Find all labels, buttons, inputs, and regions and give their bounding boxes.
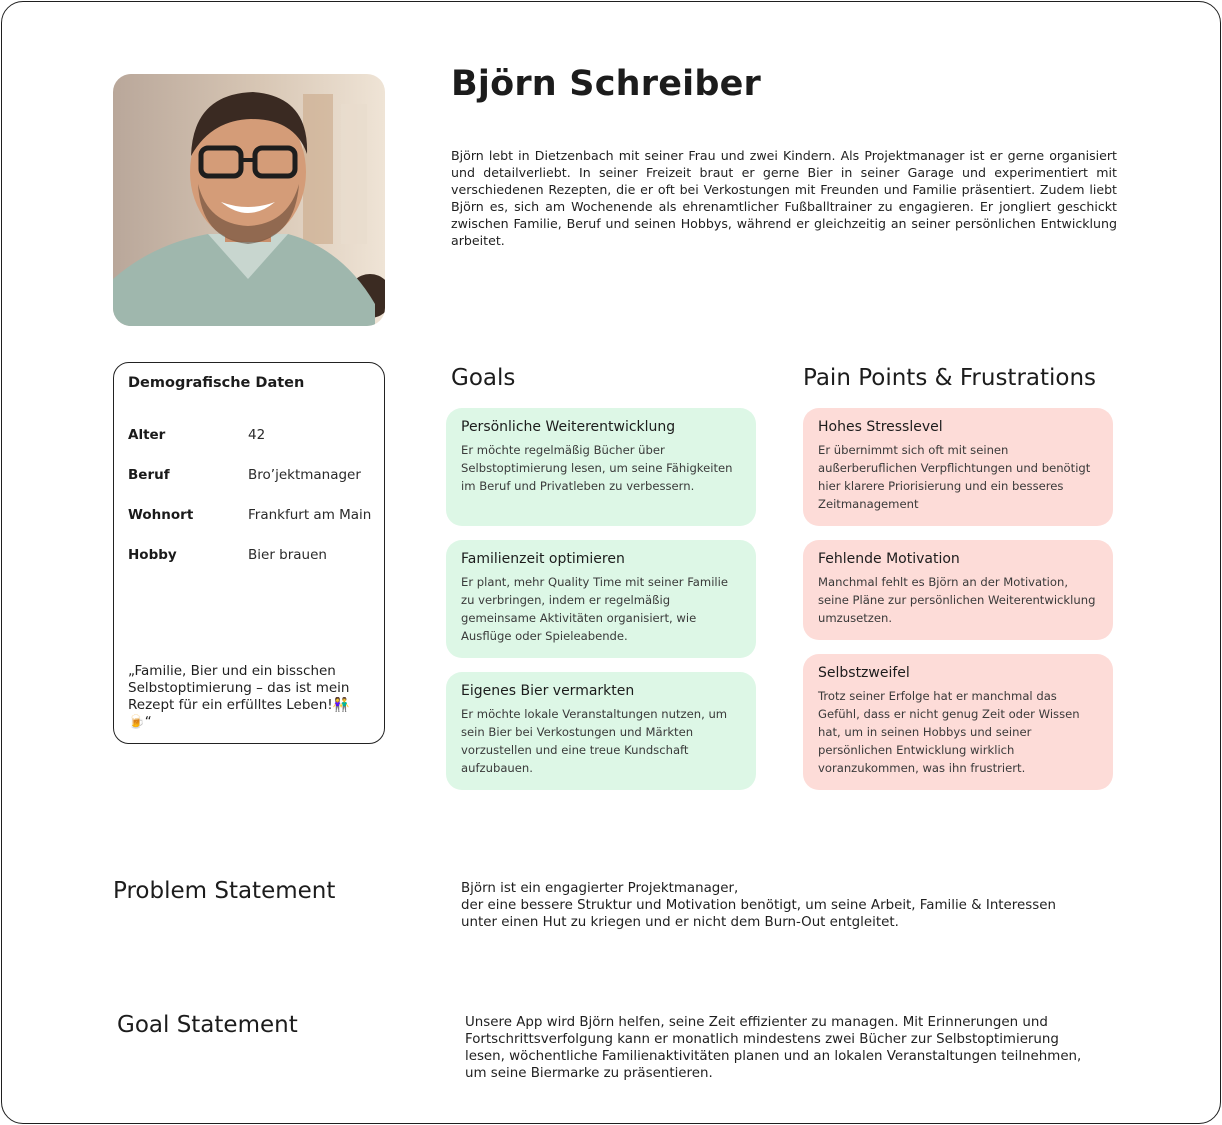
pain-point-card-text: Er übernimmt sich oft mit seinen außerberuflichen Verpflichtungen und benötigt hier klarere Priorisierung und ein besseres Zeitmanagement (818, 443, 1091, 511)
goal-statement-line: Fortschrittsverfolgung kann er monatlich mindestens zwei Bücher zur Selbstoptimierung (465, 1032, 1059, 1047)
goal-card-title: Eigenes Bier vermarkten (461, 683, 635, 699)
goal-card-title: Familienzeit optimieren (461, 551, 625, 567)
goal-card-text: Er möchte regelmäßig Bücher über Selbstoptimierung lesen, um seine Fähigkeiten im Beruf und Privatleben zu verbessern. (461, 443, 733, 493)
demographics-label: Alter (128, 427, 166, 443)
goal-card-title: Persönliche Weiterentwicklung (461, 419, 676, 435)
pain-points-heading: Pain Points & Frustrations (803, 365, 1097, 391)
demographics-label: Wohnort (128, 507, 194, 523)
persona-quote: „Familie, Bier und ein bisschen Selbstoptimierung – das ist mein Rezept für ein erfülltes Leben!👫🍺“ (128, 663, 350, 730)
persona-bio: Björn lebt in Dietzenbach mit seiner Frau und zwei Kindern. Als Projektmanager ist er gerne organisiert und detailverliebt. In seiner Freizeit braut er gerne Bier in seiner Garage und experimentiert mit verschiedenen Rezepten, die er oft bei Verkostungen mit Freunden und Familie präsentiert. Zudem liebt Björn es, sich am Wochenende als ehrenamtlicher Fußballtrainer zu engagieren. Er jongliert geschickt zwischen Familie, Beruf und seinen Hobbys, während er gleichzeitig an seiner persönlichen Entwicklung arbeitet. (451, 148, 1117, 248)
problem-statement-line: der eine bessere Struktur und Motivation benötigt, um seine Arbeit, Familie & Interessen (461, 898, 1056, 913)
demographics-card (113, 362, 385, 744)
goal-statement-text (465, 1014, 1081, 1082)
demographics-value: 42 (248, 427, 266, 443)
goal-card (446, 672, 756, 790)
goal-statement-line: Unsere App wird Björn helfen, seine Zeit effizienter zu managen. Mit Erinnerungen und (465, 1015, 1048, 1030)
pain-point-card-title: Hohes Stresslevel (818, 419, 943, 435)
goal-card (446, 408, 756, 526)
pain-point-card (803, 654, 1113, 790)
persona-name: Björn Schreiber (451, 64, 762, 104)
pain-point-card-title: Fehlende Motivation (818, 551, 960, 567)
pain-point-card (803, 540, 1113, 640)
pain-point-card-text: Trotz seiner Erfolge hat er manchmal das Gefühl, dass er nicht genug Zeit oder Wissen hat, um in seinen Hobbys und seiner persönlichen Entwicklung wirklich voranzukommen, was ihn frustriert. (818, 689, 1080, 775)
goal-card (446, 540, 756, 658)
problem-statement-text (461, 880, 1056, 931)
profile-photo (113, 74, 385, 326)
goals-heading: Goals (451, 365, 516, 391)
problem-statement-heading: Problem Statement (113, 878, 336, 904)
demographics-label: Hobby (128, 547, 177, 563)
goal-card-text: Er möchte lokale Veranstaltungen nutzen, um sein Bier bei Verkostungen und Märkten vorzustellen und eine treue Kundschaft aufzubauen. (461, 707, 728, 775)
problem-statement-line: unter einen Hut zu kriegen und er nicht dem Burn-Out entgleitet. (461, 915, 899, 930)
demographics-title: Demografische Daten (128, 375, 305, 391)
goal-statement-line: lesen, wöchentliche Familienaktivitäten planen und an lokalen Veranstaltungen teilnehmen, (465, 1049, 1082, 1064)
pain-point-card-text: Manchmal fehlt es Björn an der Motivation, seine Pläne zur persönlichen Weiterentwicklung umzusetzen. (818, 575, 1096, 625)
problem-statement-line: Björn ist ein engagierter Projektmanager, (461, 881, 739, 896)
pain-point-card-title: Selbstzweifel (818, 665, 910, 681)
pain-point-card (803, 408, 1113, 526)
goal-card-text: Er plant, mehr Quality Time mit seiner Familie zu verbringen, indem er regelmäßig gemeinsame Aktivitäten organisiert, wie Ausflüge oder Spieleabende. (461, 575, 728, 643)
goal-statement-heading: Goal Statement (117, 1012, 298, 1038)
demographics-value: Frankfurt am Main (248, 507, 372, 523)
demographics-label: Beruf (128, 467, 170, 483)
demographics-value: Bro’jektmanager (248, 467, 361, 483)
goal-statement-line: um seine Biermarke zu präsentieren. (465, 1066, 713, 1081)
demographics-value: Bier brauen (248, 547, 327, 563)
